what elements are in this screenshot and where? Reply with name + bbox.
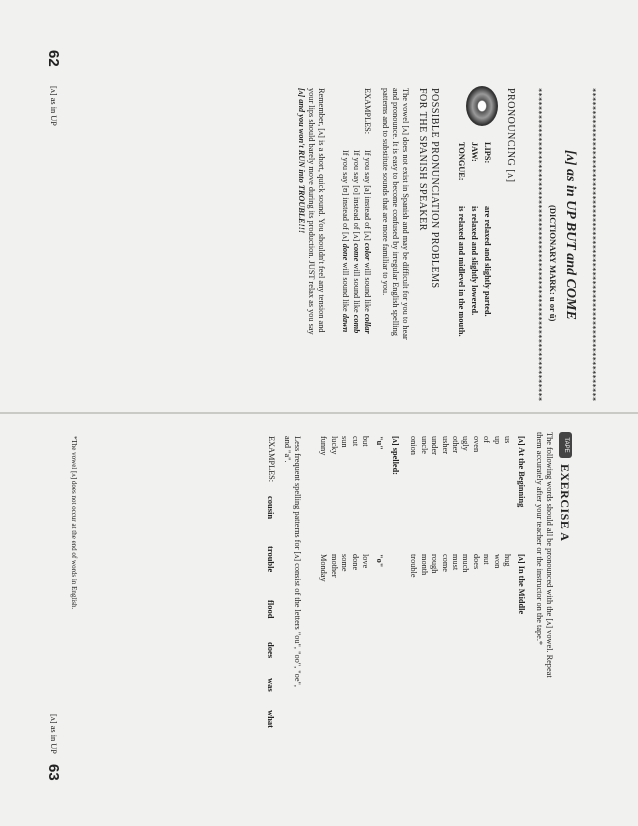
less-frequent-paragraph: Less frequent spelling patterns for [ʌ] consist of the letters "ou", "oo", "oe", and "a". <box>282 436 302 687</box>
list-item: trouble <box>409 554 419 578</box>
list-item: of <box>482 436 492 443</box>
page-footer: [ʌ] as in UP <box>49 714 58 754</box>
spelled-heading: [ʌ] spelled: <box>391 436 400 475</box>
u-word-list <box>318 436 370 536</box>
example-row: If you say [a] instead of [ʌ] color will sound like collar <box>363 150 372 334</box>
list-item: usher <box>440 436 450 454</box>
star-border-bottom: ********************************************************************** <box>535 88 544 402</box>
page-footer: [ʌ] as in UP <box>49 86 58 126</box>
example-row: If you say [ʊ] instead of [ʌ] done will sound like dawn <box>341 150 350 333</box>
list-item: mother <box>329 554 339 578</box>
list-item: onion <box>409 436 419 455</box>
list-item: come <box>440 554 450 572</box>
pronouncing-heading: PRONOUNCING [ʌ] <box>505 88 516 183</box>
list-item: sun <box>340 436 350 448</box>
spelled-u-label: "u" <box>375 436 384 450</box>
page-number: 62 <box>45 50 62 67</box>
list-item: nut <box>482 554 492 565</box>
examples-label: EXAMPLES: <box>267 436 276 483</box>
articulator-lips: LIPS:are relaxed and slightly parted. <box>483 142 492 317</box>
remember-paragraph: Remember, [ʌ] is a short, quick sound. You shouldn't feel any tension and your lips should barely move during its production. JUST relax as you say [ʌ] and you won't RUN into TROUBLE!!! <box>296 88 326 335</box>
col-beginning-heading: [ʌ] At the Beginning <box>517 436 526 508</box>
problems-subheading: FOR THE SPANISH SPEAKER <box>417 88 428 231</box>
list-item: cut <box>350 436 360 447</box>
example-word: what <box>266 710 276 728</box>
list-item: lucky <box>329 436 339 455</box>
example-word: flood <box>266 600 276 619</box>
dictionary-mark: (DICTIONARY MARK: u or ŭ) <box>548 205 558 322</box>
list-item: up <box>492 436 502 445</box>
articulator-jaw: JAW:is relaxed and slightly lowered. <box>470 142 479 316</box>
list-item: uncle <box>419 436 429 454</box>
list-item: ugly <box>461 436 471 451</box>
list-item: much <box>461 554 471 573</box>
lesson-title: [ʌ] as in UP BUT and COME <box>563 150 578 320</box>
col-middle-heading: [ʌ] In the Middle <box>517 554 526 615</box>
list-item: does <box>471 554 481 570</box>
list-item: under <box>430 436 440 455</box>
o-word-list <box>318 554 370 654</box>
tape-icon: TAPE <box>559 432 572 458</box>
problems-paragraph: The vowel [ʌ] does not exist in Spanish and may be difficult for you to hear and pronounce. It is easy to become confused by irregular English spelling patterns and to substitute sounds that are more familiar to you. <box>380 88 410 340</box>
right-page <box>0 414 638 826</box>
list-item: funny <box>319 436 329 456</box>
example-word: does <box>266 642 276 659</box>
problems-heading: POSSIBLE PRONUNCIATION PROBLEMS <box>429 88 440 289</box>
star-border-top: ********************************************************************** <box>589 88 598 402</box>
list-item: Monday <box>319 554 329 582</box>
list-item: won <box>492 554 502 569</box>
list-item: rough <box>430 554 440 574</box>
articulator-tongue: TONGUE:is relaxed and midlevel in the mouth. <box>457 142 466 337</box>
left-page <box>0 0 638 412</box>
exercise-intro: The following words should all be pronounced with the [ʌ] vowel. Repeat them accurately after your teacher or the instructor on the tape.* <box>534 432 554 678</box>
example-word: was <box>266 678 276 692</box>
list-item: oven <box>471 436 481 453</box>
example-word: cousin <box>266 496 276 520</box>
list-item: month <box>419 554 429 576</box>
beginning-word-list <box>408 436 512 536</box>
list-item: some <box>340 554 350 572</box>
list-item: us <box>503 436 512 444</box>
list-item: other <box>450 436 460 454</box>
list-item: love <box>361 554 370 569</box>
list-item: hug <box>503 554 512 567</box>
footnote: *The vowel [ʌ] does not occur at the end of words in English. <box>70 436 78 610</box>
list-item: must <box>450 554 460 571</box>
list-item: done <box>350 554 360 571</box>
exercise-title: EXERCISE A <box>558 464 572 542</box>
examples-label: EXAMPLES: <box>363 88 372 135</box>
middle-word-list <box>408 554 512 654</box>
example-word: trouble <box>266 546 276 573</box>
lips-illustration-icon <box>466 86 498 126</box>
spelled-o-label: "o" <box>375 554 384 568</box>
list-item: but <box>361 436 370 447</box>
page-number: 63 <box>45 764 62 781</box>
example-row: If you say [o] instead of [ʌ] come will sound like comb <box>352 150 361 334</box>
